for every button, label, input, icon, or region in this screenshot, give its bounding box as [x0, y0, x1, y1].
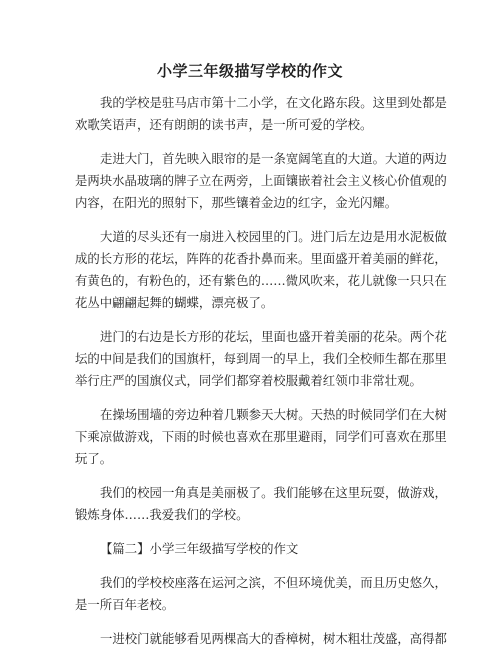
- paragraph-5: [75, 404, 447, 470]
- paragraph-line: 下乘凉做游戏，下雨的时候也喜欢在那里避雨，同学们可喜欢在那里: [75, 429, 447, 444]
- paragraph-line: 在操场围墙的旁边种着几颗参天大树。天热的时候同学们在大树: [100, 407, 447, 422]
- paragraph-2: [75, 148, 447, 214]
- document-title: 小学三年级描写学校的作文: [156, 62, 343, 80]
- paragraph-line: 玩了。: [75, 451, 113, 466]
- paragraph-line: 举行庄严的国旗仪式，同学们都穿着校服戴着红领巾非常壮观。: [75, 373, 422, 388]
- paragraph-line: 我们的校园一角真是美丽极了。我们能够在这里玩耍，做游戏，: [100, 485, 447, 500]
- paragraph-line: 内容，在阳光的照射下，那些镶着金边的红字，金光闪耀。: [75, 195, 398, 210]
- document-body: [75, 92, 447, 662]
- paragraph-line: 花丛中翩翩起舞的蝴蝶，漂亮极了。: [75, 295, 274, 310]
- paragraph-line: 欢歌笑语声，还有朗朗的读书声，是一所可爱的学校。: [75, 117, 373, 132]
- paragraph-line: 我的学校是驻马店市第十二小学，在文化路东段。这里到处都是: [100, 95, 447, 110]
- paragraph-line: 大道的尽头还有一扇进入校园里的门。进门后左边是用水泥板做: [100, 229, 447, 244]
- paragraph-1: [75, 92, 447, 136]
- paragraph-line: 有黄色的，有粉色的，还有紫色的……微风吹来，花儿就像一只只在: [75, 273, 447, 288]
- paragraph-line: 坛的中间是我们的国旗杆，每到周一的早上，我们全校师生都在那里: [75, 351, 447, 366]
- paragraph-line: 是两块水晶玻璃的牌子立在两旁，上面镶嵌着社会主义核心价值观的: [75, 173, 447, 188]
- paragraph-4: [75, 326, 447, 392]
- paragraph-line: 走进大门，首先映入眼帘的是一条宽阔笔直的大道。大道的两边: [100, 151, 447, 166]
- paragraph-line: 是一所百年老校。: [75, 597, 175, 612]
- section-heading-text: 【篇二】小学三年级描写学校的作文: [100, 541, 299, 556]
- section-heading: [75, 538, 425, 560]
- paragraph-line: 成的长方形的花坛，阵阵的花香扑鼻而来。里面盛开着美丽的鲜花，: [75, 251, 447, 266]
- paragraph-6: [75, 482, 447, 526]
- paragraph-line: 锻炼身体……我爱我们的学校。: [75, 507, 249, 522]
- paragraph-line: 我们的学校校座落在运河之滨，不但环境优美，而且历史悠久，: [100, 575, 447, 590]
- paragraph-8: [75, 628, 447, 650]
- paragraph-3: [75, 226, 447, 314]
- paragraph-line: 进门的右边是长方形的花坛，里面也盛开着美丽的花朵。两个花: [100, 329, 447, 344]
- paragraph-line: 一进校门就能够看见两棵高大的香樟树，树木粗壮茂盛，高得都: [100, 631, 447, 646]
- paragraph-7: [75, 572, 447, 616]
